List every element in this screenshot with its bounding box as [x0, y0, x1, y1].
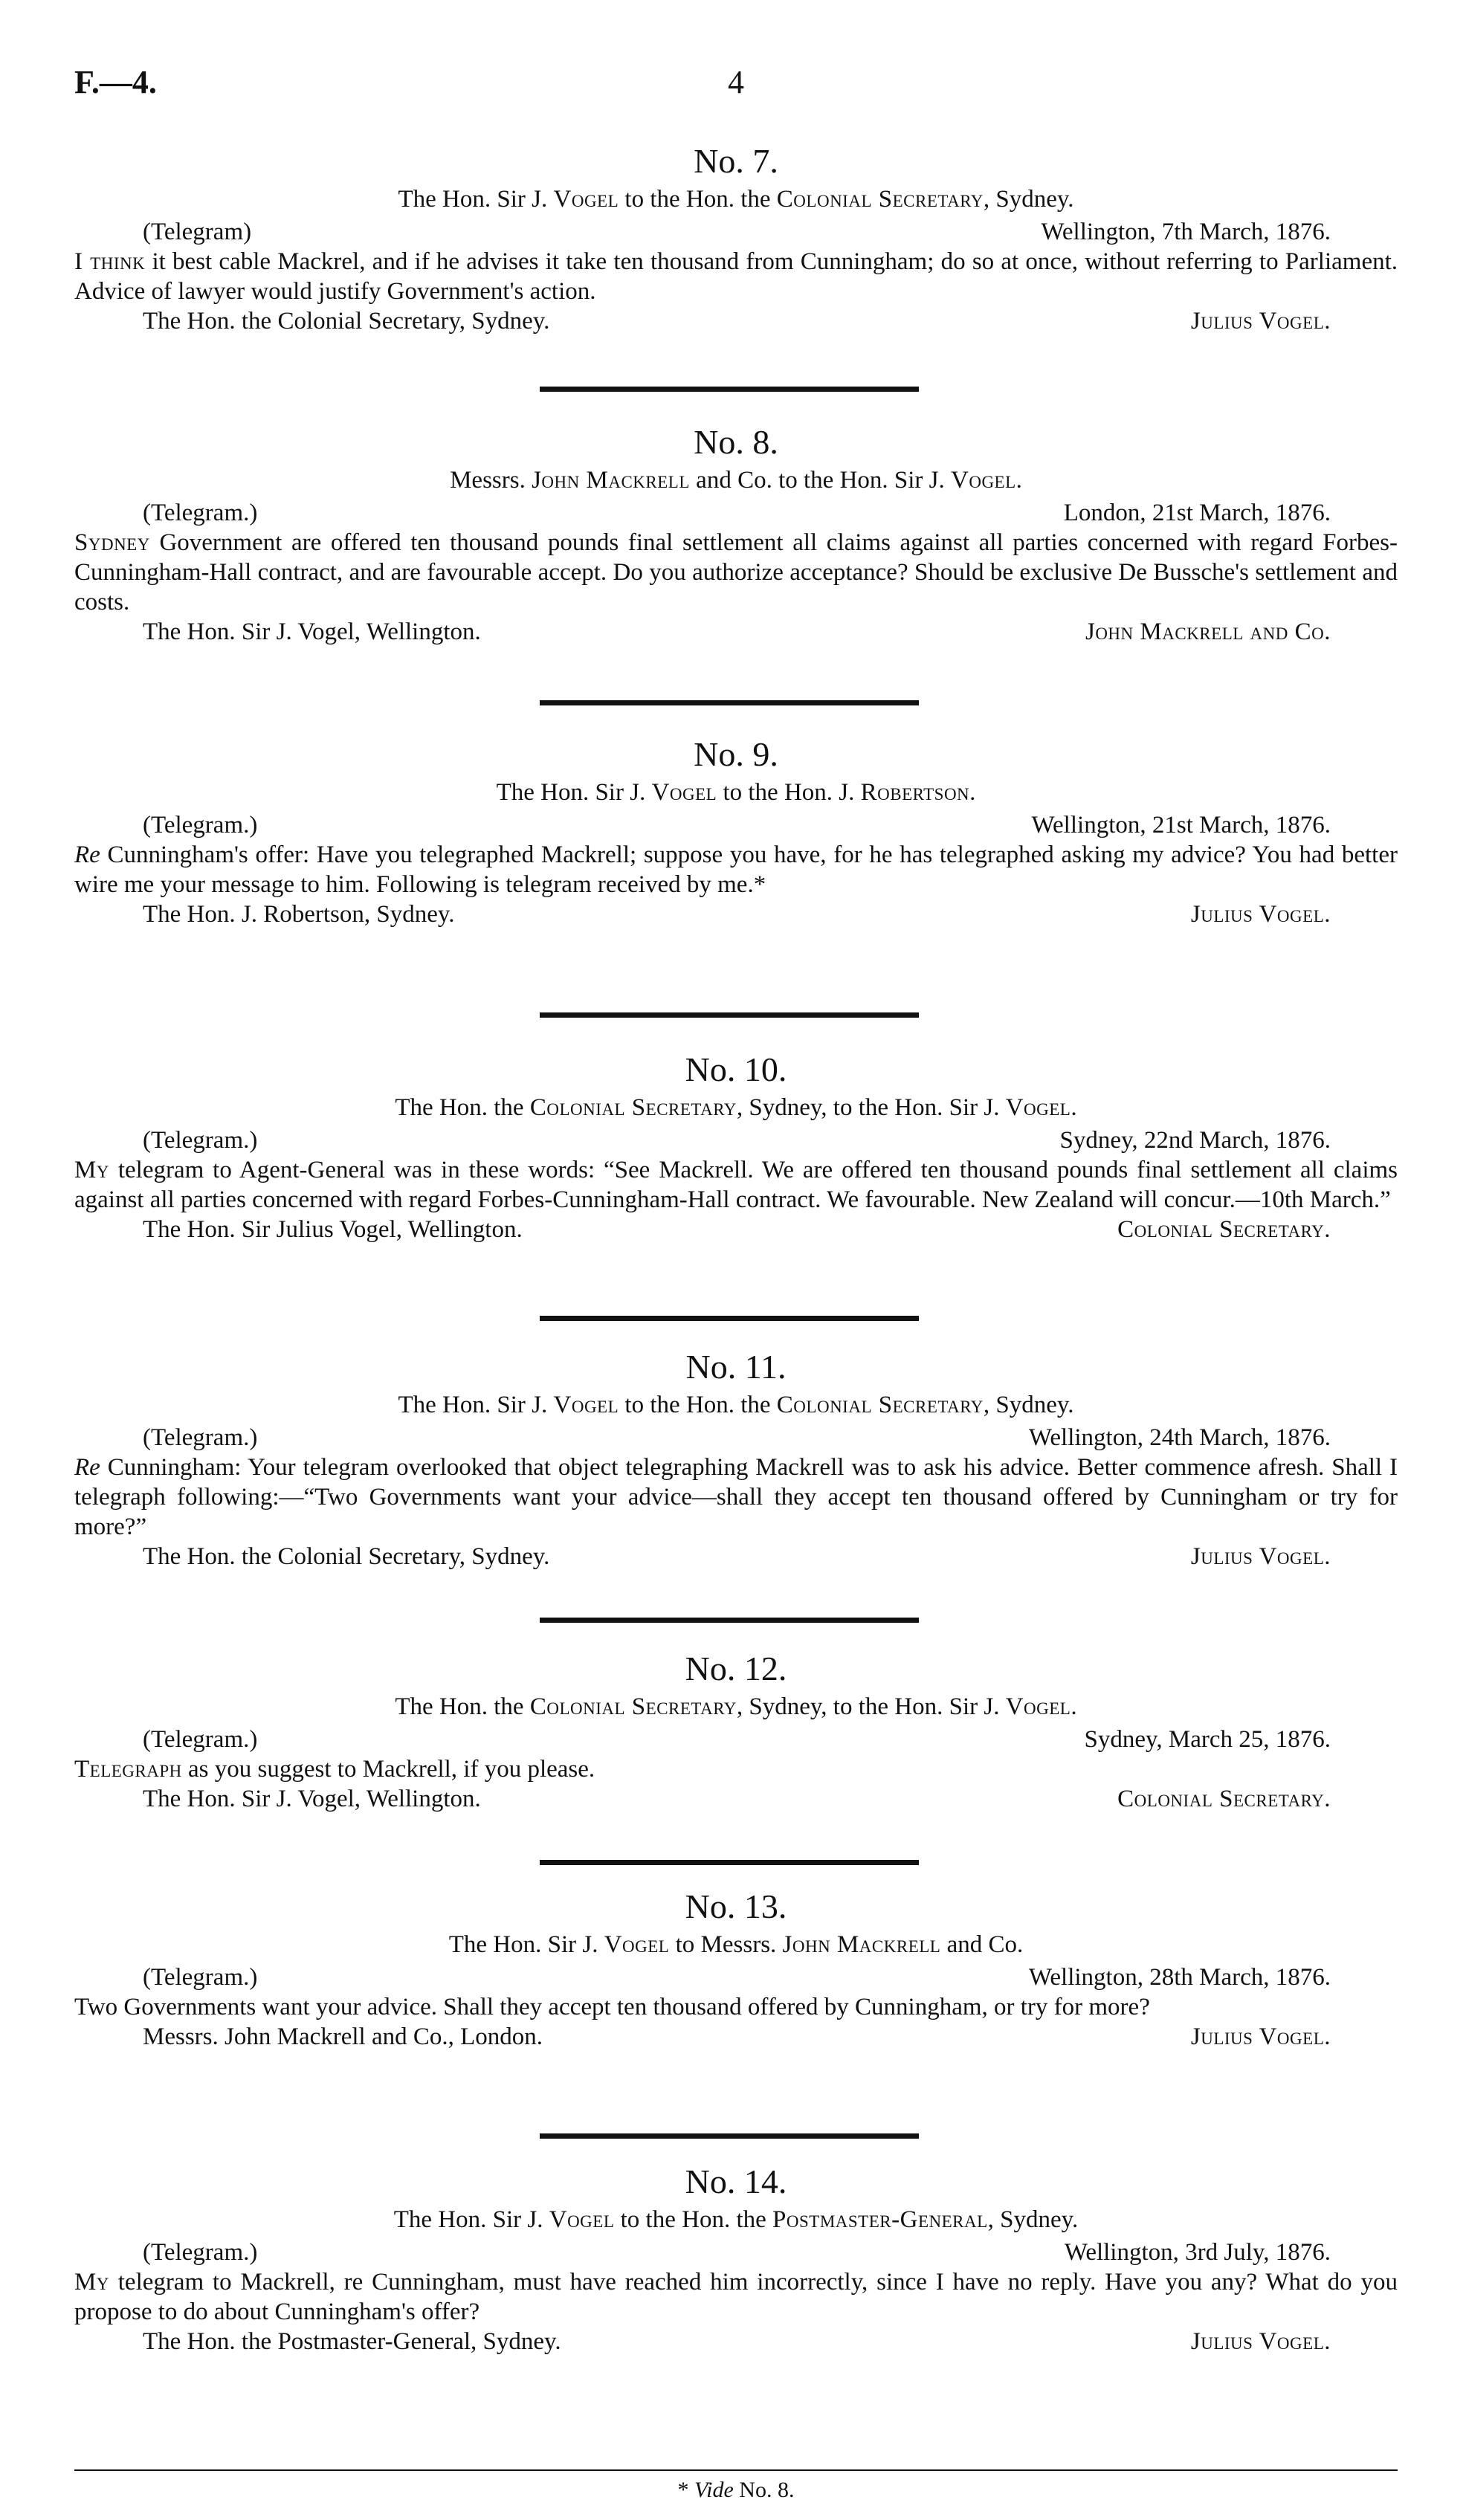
letter-body: I think it best cable Mackrel, and if he advises it take ten thousand from Cunningham; do so at once, without referring to Parliament. Advice of lawyer would justify Government's action. [74, 248, 1398, 305]
section-rule [540, 2133, 919, 2139]
letter-no-7 [74, 141, 1398, 336]
signature: Julius Vogel. [1190, 2328, 1331, 2355]
message-kind: (Telegram) [143, 219, 252, 245]
letter-title: The Hon. Sir J. Vogel to the Hon. J. Robertson. [496, 779, 976, 806]
addressee: The Hon. Sir J. Vogel, Wellington. [143, 618, 481, 645]
letter-meta [74, 217, 1398, 247]
footnote-rule [74, 2469, 1398, 2471]
place-date: Wellington, 7th March, 1876. [1041, 219, 1331, 245]
message-kind: (Telegram.) [143, 1424, 258, 1451]
addressee: Messrs. John Mackrell and Co., London. [143, 2023, 543, 2050]
letter-number: No. 14. [685, 2162, 787, 2200]
place-date: Wellington, 28th March, 1876. [1028, 1964, 1331, 1991]
page-number: 4 [728, 64, 744, 100]
message-kind: (Telegram.) [143, 1127, 258, 1154]
addressee: The Hon. the Colonial Secretary, Sydney. [143, 1543, 550, 1570]
message-kind: (Telegram.) [143, 1726, 258, 1753]
letter-meta [74, 1725, 1398, 1754]
letter-number: No. 8. [694, 423, 778, 461]
letter-no-12 [74, 1649, 1398, 1814]
signature: John Mackrell and Co. [1085, 618, 1331, 645]
letter-title: The Hon. Sir J. Vogel to the Hon. the Postmaster-General, Sydney. [393, 2206, 1079, 2233]
letter-body: My telegram to Agent-General was in these words: “See Mackrell. We are offered ten thousand pounds final settlement all claims against all parties concerned with regard Forbes-Cunningham-Hall contract. We favourable. New Zealand will concur.—10th March.” [74, 1157, 1398, 1213]
addressee: The Hon. Sir Julius Vogel, Wellington. [143, 1216, 523, 1243]
letter-closing [74, 1542, 1398, 1571]
letter-body: My telegram to Mackrell, re Cunningham, must have reached him incorrectly, since I have no reply. Have you any? What do you propose to do about Cunningham's offer? [74, 2269, 1398, 2325]
letter-closing [74, 1784, 1398, 1814]
letter-body: Re Cunningham's offer: Have you telegraphed Mackrell; suppose you have, for he has telegraphed asking my advice? You had better wire me your message to him. Following is telegram received by me.* [74, 841, 1398, 898]
place-date: Wellington, 3rd July, 1876. [1064, 2239, 1331, 2266]
message-kind: (Telegram.) [143, 1964, 258, 1991]
letter-meta [74, 2238, 1398, 2267]
addressee: The Hon. J. Robertson, Sydney. [143, 901, 455, 928]
letter-no-13 [74, 1887, 1398, 2052]
place-date: London, 21st March, 1876. [1063, 500, 1331, 526]
signature: Julius Vogel. [1190, 901, 1331, 928]
place-date: Sydney, 22nd March, 1876. [1059, 1127, 1331, 1154]
signature: Julius Vogel. [1190, 2023, 1331, 2050]
letter-body: Sydney Government are offered ten thousand pounds final settlement all claims against all parties concerned with regard Forbes-Cunningham-Hall contract, and are favourable accept. Do you authorize acceptance? Should be exclusive De Bussche's settlement and costs. [74, 529, 1398, 616]
letter-no-14 [74, 2162, 1398, 2356]
letter-meta [74, 1125, 1398, 1155]
signature: Julius Vogel. [1190, 308, 1331, 335]
letter-title: The Hon. the Colonial Secretary, Sydney, to the Hon. Sir J. Vogel. [395, 1094, 1077, 1121]
letter-number: No. 12. [685, 1650, 787, 1687]
addressee: The Hon. the Colonial Secretary, Sydney. [143, 308, 550, 335]
letter-no-8 [74, 422, 1398, 647]
message-kind: (Telegram.) [143, 2239, 258, 2266]
signature: Julius Vogel. [1190, 1543, 1331, 1570]
footnote: * Vide No. 8. [677, 2478, 795, 2502]
letter-closing [74, 2022, 1398, 2052]
message-kind: (Telegram.) [143, 812, 258, 839]
letter-meta [74, 1962, 1398, 1992]
letter-closing [74, 2327, 1398, 2356]
letter-number: No. 7. [694, 142, 778, 180]
section-rule [540, 1012, 919, 1018]
letter-number: No. 10. [685, 1050, 787, 1088]
signature: Colonial Secretary. [1117, 1786, 1331, 1812]
letter-title: The Hon. the Colonial Secretary, Sydney, to the Hon. Sir J. Vogel. [395, 1693, 1077, 1720]
section-rule [540, 1860, 919, 1865]
section-rule [540, 1316, 919, 1321]
letter-meta [74, 498, 1398, 528]
letter-body: Re Cunningham: Your telegram overlooked that object telegraphing Mackrell was to ask his advice. Better commence afresh. Shall I telegraph following:—“Two Governments want your advice—shall they accept ten thousand offered by Cunningham or try for more?” [74, 1454, 1398, 1540]
place-date: Wellington, 21st March, 1876. [1031, 812, 1331, 839]
place-date: Wellington, 24th March, 1876. [1028, 1424, 1331, 1451]
addressee: The Hon. the Postmaster-General, Sydney. [143, 2328, 561, 2355]
letter-number: No. 9. [694, 735, 778, 773]
letter-body: Two Governments want your advice. Shall they accept ten thousand offered by Cunningham, or try for more? [74, 1994, 1150, 2020]
letter-no-11 [74, 1347, 1398, 1571]
letter-meta [74, 810, 1398, 840]
section-rule [540, 1618, 919, 1623]
letter-closing [74, 899, 1398, 929]
letter-title: The Hon. Sir J. Vogel to the Hon. the Colonial Secretary, Sydney. [398, 186, 1074, 213]
place-date: Sydney, March 25, 1876. [1084, 1726, 1331, 1753]
letter-no-9 [74, 734, 1398, 929]
message-kind: (Telegram.) [143, 500, 258, 526]
letter-title: The Hon. Sir J. Vogel to Messrs. John Mackrell and Co. [448, 1931, 1024, 1958]
letter-no-10 [74, 1050, 1398, 1244]
page-header [74, 63, 1398, 108]
letter-body: Telegraph as you suggest to Mackrell, if you please. [74, 1756, 595, 1783]
letter-title: Messrs. John Mackrell and Co. to the Hon. Sir J. Vogel. [450, 467, 1022, 494]
addressee: The Hon. Sir J. Vogel, Wellington. [143, 1786, 481, 1812]
letter-closing [74, 306, 1398, 336]
signature: Colonial Secretary. [1117, 1216, 1331, 1243]
paper-reference: F.—4. [74, 64, 157, 100]
section-rule [540, 387, 919, 392]
section-rule [540, 700, 919, 705]
letter-closing [74, 617, 1398, 647]
letter-number: No. 13. [685, 1887, 787, 1925]
letter-number: No. 11. [685, 1348, 787, 1386]
letter-title: The Hon. Sir J. Vogel to the Hon. the Colonial Secretary, Sydney. [398, 1392, 1074, 1418]
letter-meta [74, 1423, 1398, 1453]
letter-closing [74, 1215, 1398, 1244]
